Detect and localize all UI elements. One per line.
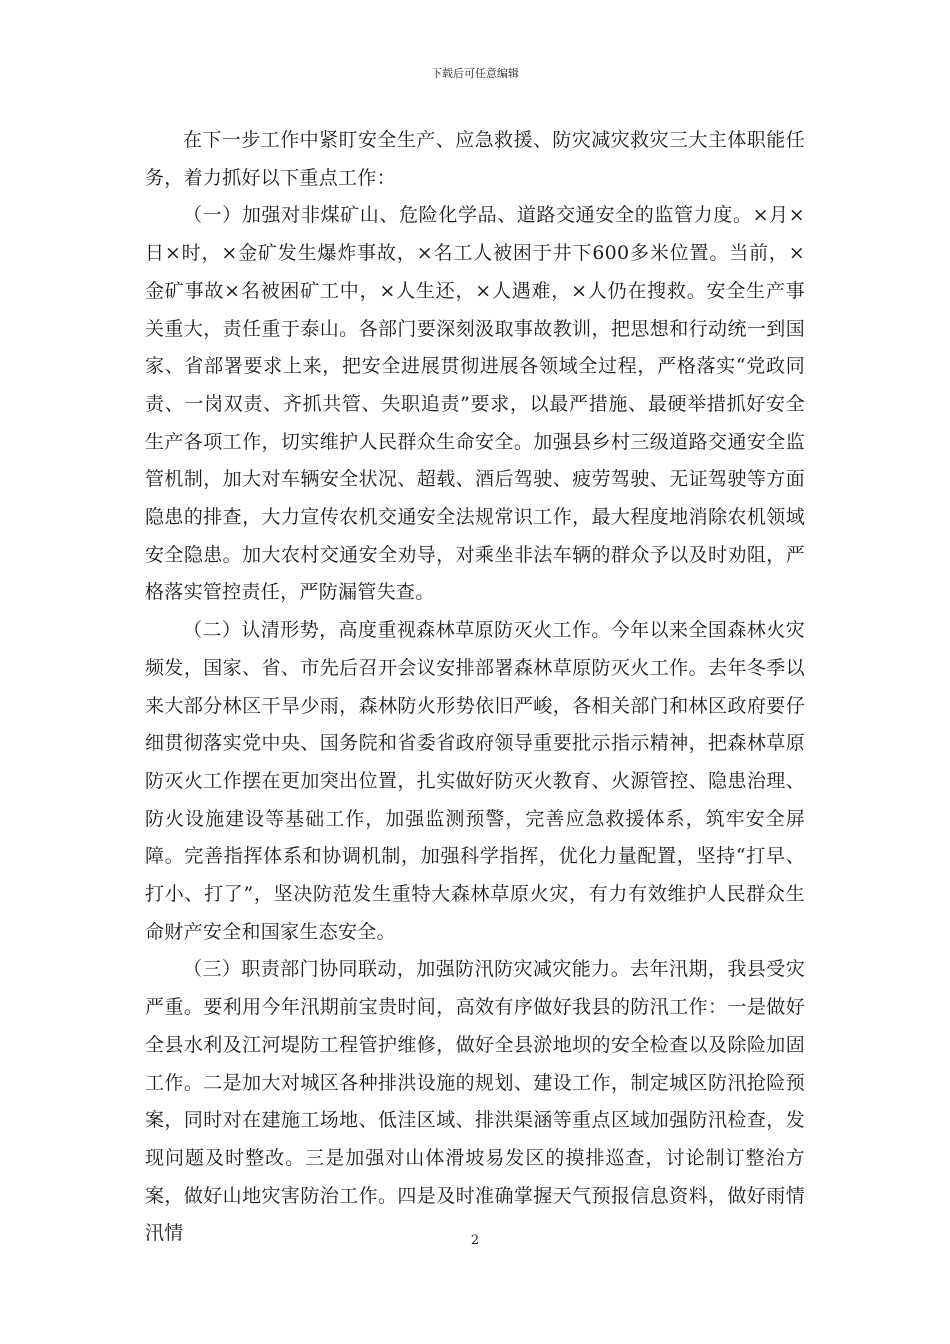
paragraph-section-3: （三）职责部门协同联动，加强防汛防灾减灾能力。去年汛期，我县受灾严重。要利用今年汛期前宝贵时间，高效有序做好我县的防汛工作：一是做好全县水利及江河堤防工程管护维修，做好全县淤地坝的安全检查以及除险加固工作。二是加大对城区各种排洪设施的规划、建设工作，制定城区防汛抢险预案，同时对在建施工场地、低洼区域、排洪渠涵等重点区域加强防汛检查，发现问题及时整改。三是加强对山体滑坡易发区的摸排巡查，讨论制订整治方案，做好山地灾害防治工作。四是及时准确掌握天气预报信息资料，做好雨情汛情 <box>145 958 805 1245</box>
page-header: 下载后可任意编辑 <box>431 67 519 80</box>
paragraph-section-1: （一）加强对非煤矿山、危险化学品、道路交通安全的监管力度。×月×日×时，×金矿发生爆炸事故，×名工人被困于井下600多米位置。当前，×金矿事故×名被困矿工中，×人生还，×人遇难，×人仍在搜救。安全生产事关重大，责任重于泰山。各部门要深刻汲取事故教训，把思想和行动统一到国家、省部署要求上来，把安全进展贯彻进展各领域全过程，严格落实“党政同责、一岗双责、齐抓共管、失职追责”要求，以最严措施、最硬举措抓好安全生产各项工作，切实维护人民群众生命安全。加强县乡村三级道路交通安全监管机制，加大对车辆安全状况、超载、酒后驾驶、疲劳驾驶、无证驾驶等方面隐患的排查，大力宣传农机交通安全法规常识工作，最大程度地消除农机领域安全隐患。加大农村交通安全劝导，对乘坐非法车辆的群众予以及时劝阻，严格落实管控责任，严防漏管失查。 <box>145 204 805 604</box>
document-body <box>145 122 805 1253</box>
paragraph-intro: 在下一步工作中紧盯安全生产、应急救援、防灾减灾救灾三大主体职能任务，着力抓好以下重点工作： <box>145 129 805 189</box>
paragraph-section-2: （二）认清形势，高度重视森林草原防灭火工作。今年以来全国森林火灾频发，国家、省、市先后召开会议安排部署森林草原防灭火工作。去年冬季以来大部分林区干旱少雨，森林防火形势依旧严峻，各相关部门和林区政府要仔细贯彻落实党中央、国务院和省委省政府领导重要批示指示精神，把森林草原防灭火工作摆在更加突出位置，扎实做好防灭火教育、火源管控、隐患治理、防火设施建设等基础工作，加强监测预警，完善应急救援体系，筑牢安全屏障。完善指挥体系和协调机制，加强科学指挥，优化力量配置，坚持“打早、打小、打了”，坚决防范发生重特大森林草原火灾，有力有效维护人民群众生命财产安全和国家生态安全。 <box>145 619 805 943</box>
page-number: 2 <box>470 1233 480 1248</box>
